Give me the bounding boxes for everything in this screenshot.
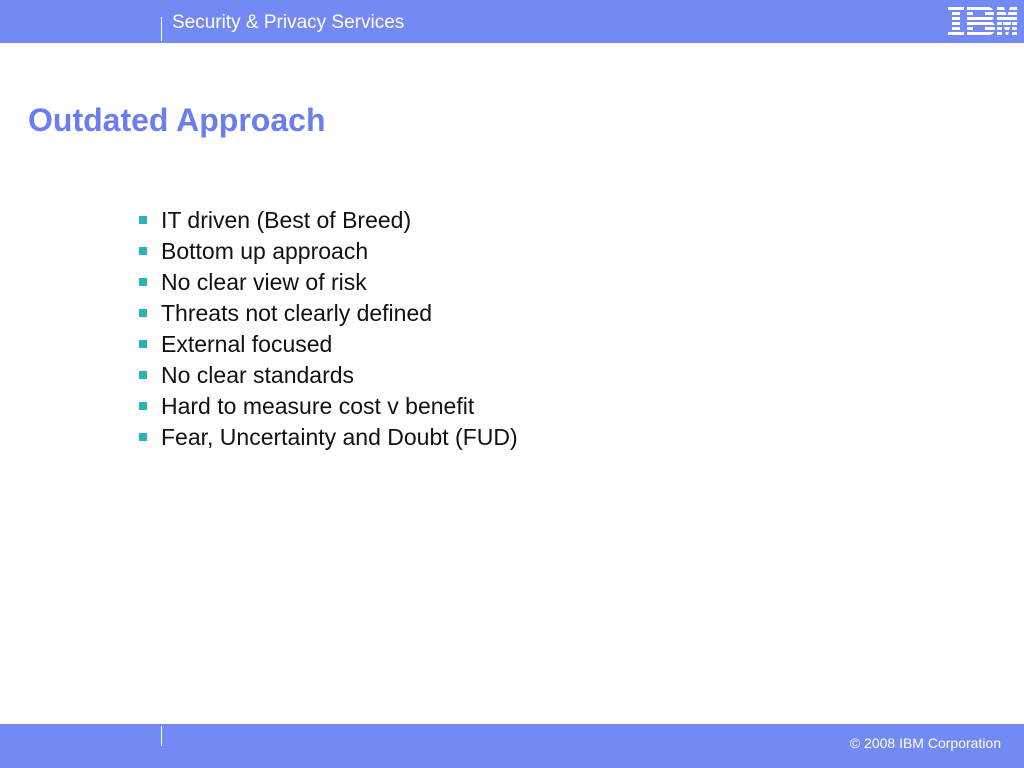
copyright-text: © 2008 IBM Corporation [849, 735, 1001, 751]
header-divider [161, 17, 162, 41]
square-bullet-icon [139, 247, 147, 255]
bullet-text: External focused [161, 331, 333, 357]
square-bullet-icon [139, 216, 147, 224]
list-item [136, 298, 518, 329]
ibm-logo-icon [947, 5, 1017, 37]
ibm-logo [947, 5, 1017, 37]
header-bar [0, 0, 1024, 43]
bullet-list [136, 205, 518, 453]
list-item [136, 205, 518, 236]
bullet-text: No clear view of risk [161, 269, 367, 295]
footer-bar [0, 724, 1024, 768]
bullet-text: IT driven (Best of Breed) [161, 207, 412, 233]
square-bullet-icon [139, 309, 147, 317]
bullet-text: Hard to measure cost v benefit [161, 393, 475, 419]
square-bullet-icon [139, 371, 147, 379]
bullet-text: No clear standards [161, 362, 355, 388]
square-bullet-icon [139, 340, 147, 348]
bullet-text: Fear, Uncertainty and Doubt (FUD) [161, 424, 518, 450]
square-bullet-icon [139, 278, 147, 286]
bullet-text: Bottom up approach [161, 238, 369, 264]
list-item [136, 360, 518, 391]
list-item [136, 329, 518, 360]
list-item [136, 391, 518, 422]
list-item [136, 422, 518, 453]
list-item [136, 236, 518, 267]
footer-divider [161, 726, 162, 746]
slide-title: Outdated Approach [28, 102, 326, 138]
square-bullet-icon [139, 402, 147, 410]
header-title: Security & Privacy Services [172, 12, 405, 33]
square-bullet-icon [139, 433, 147, 441]
list-item [136, 267, 518, 298]
bullet-text: Threats not clearly defined [161, 300, 433, 326]
